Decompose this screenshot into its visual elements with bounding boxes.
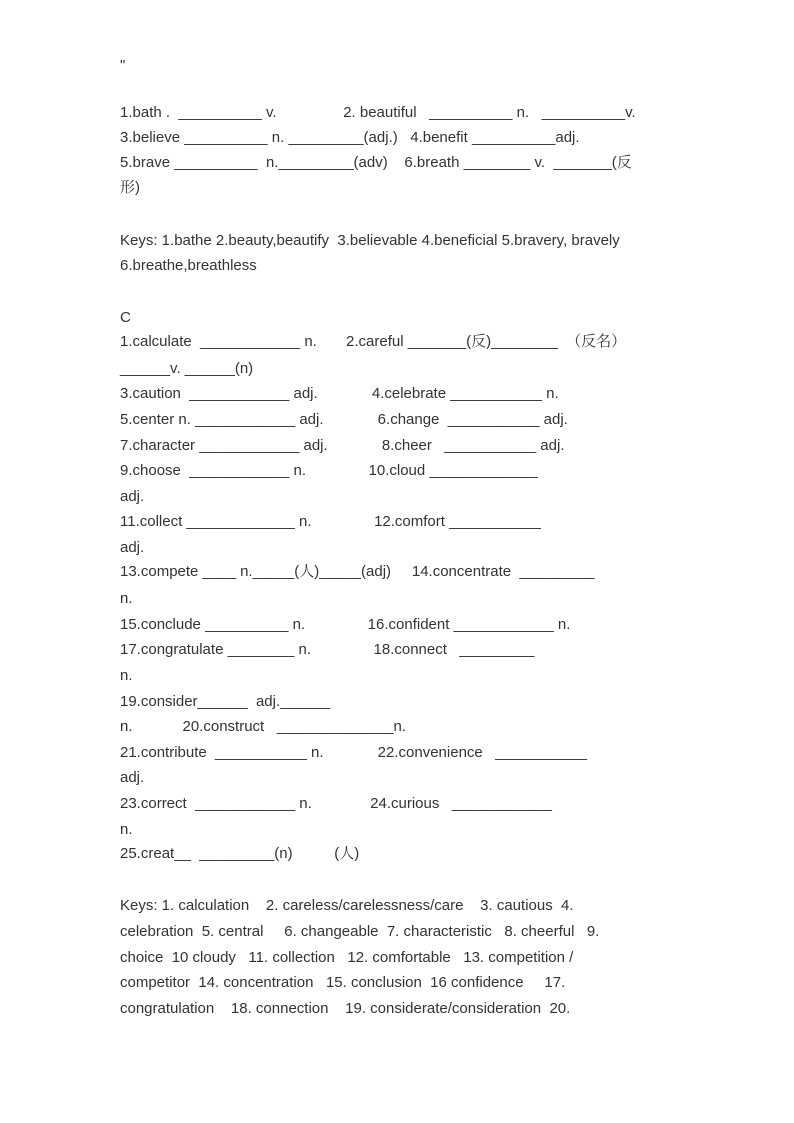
exercise-line: 7.character ____________ adj. 8.cheer ___________ adj. [120, 437, 565, 454]
section-heading: C [120, 309, 131, 326]
exercise-line: 11.collect _____________ n. 12.comfort ___________ [120, 513, 541, 530]
answer-key-line: 6.breathe,breathless [120, 257, 257, 274]
exercise-line: 5.center n. ____________ adj. 6.change ___________ adj. [120, 411, 568, 428]
exercise-line: 23.correct ____________ n. 24.curious ____________ [120, 795, 552, 812]
exercise-line: 形) [120, 179, 140, 196]
exercise-line: n. [120, 590, 133, 607]
exercise-line: 3.believe __________ n. _________(adj.) 4.benefit __________adj. [120, 129, 580, 146]
answer-key-line: choice 10 cloudy 11. collection 12. comfortable 13. competition / [120, 949, 574, 966]
exercise-line: 13.compete ____ n._____(人)_____(adj) 14.concentrate _________ [120, 563, 595, 580]
exercise-line: 19.consider______ adj.______ [120, 693, 331, 710]
exercise-line: n. [120, 821, 133, 838]
exercise-line: 1.calculate ____________ n. 2.careful _______(反)________ （反名） [120, 333, 627, 350]
answer-key-line: congratulation 18. connection 19. considerate/consideration 20. [120, 1000, 571, 1017]
answer-key-line: competitor 14. concentration 15. conclusion 16 confidence 17. [120, 974, 566, 991]
exercise-line: 21.contribute ___________ n. 22.convenience ___________ [120, 744, 588, 761]
exercise-line: 3.caution ____________ adj. 4.celebrate ___________ n. [120, 385, 559, 402]
exercise-line: 1.bath . __________ v. 2. beautiful __________ n. __________v. [120, 104, 636, 121]
exercise-line: adj. [120, 539, 145, 556]
answer-key-line: Keys: 1.bathe 2.beauty,beautify 3.believable 4.beneficial 5.bravery, bravely [120, 232, 620, 249]
exercise-line: n. 20.construct ______________n. [120, 718, 407, 735]
top-quote-mark: " [120, 57, 126, 74]
answer-key-line: celebration 5. central 6. changeable 7. characteristic 8. cheerful 9. [120, 923, 600, 940]
exercise-line: 5.brave __________ n._________(adv) 6.breath ________ v. _______(反 [120, 154, 632, 171]
exercise-line: 17.congratulate ________ n. 18.connect _________ [120, 641, 535, 658]
exercise-line: ______v. ______(n) [120, 360, 254, 377]
exercise-line: 15.conclude __________ n. 16.confident ____________ n. [120, 616, 571, 633]
exercise-line: adj. [120, 769, 145, 786]
exercise-line: 9.choose ____________ n. 10.cloud _____________ [120, 462, 538, 479]
answer-key-line: Keys: 1. calculation 2. careless/carelessness/care 3. cautious 4. [120, 897, 574, 914]
exercise-line: n. [120, 667, 133, 684]
exercise-line: 25.creat__ _________(n) (人) [120, 845, 360, 862]
exercise-line: adj. [120, 488, 145, 505]
